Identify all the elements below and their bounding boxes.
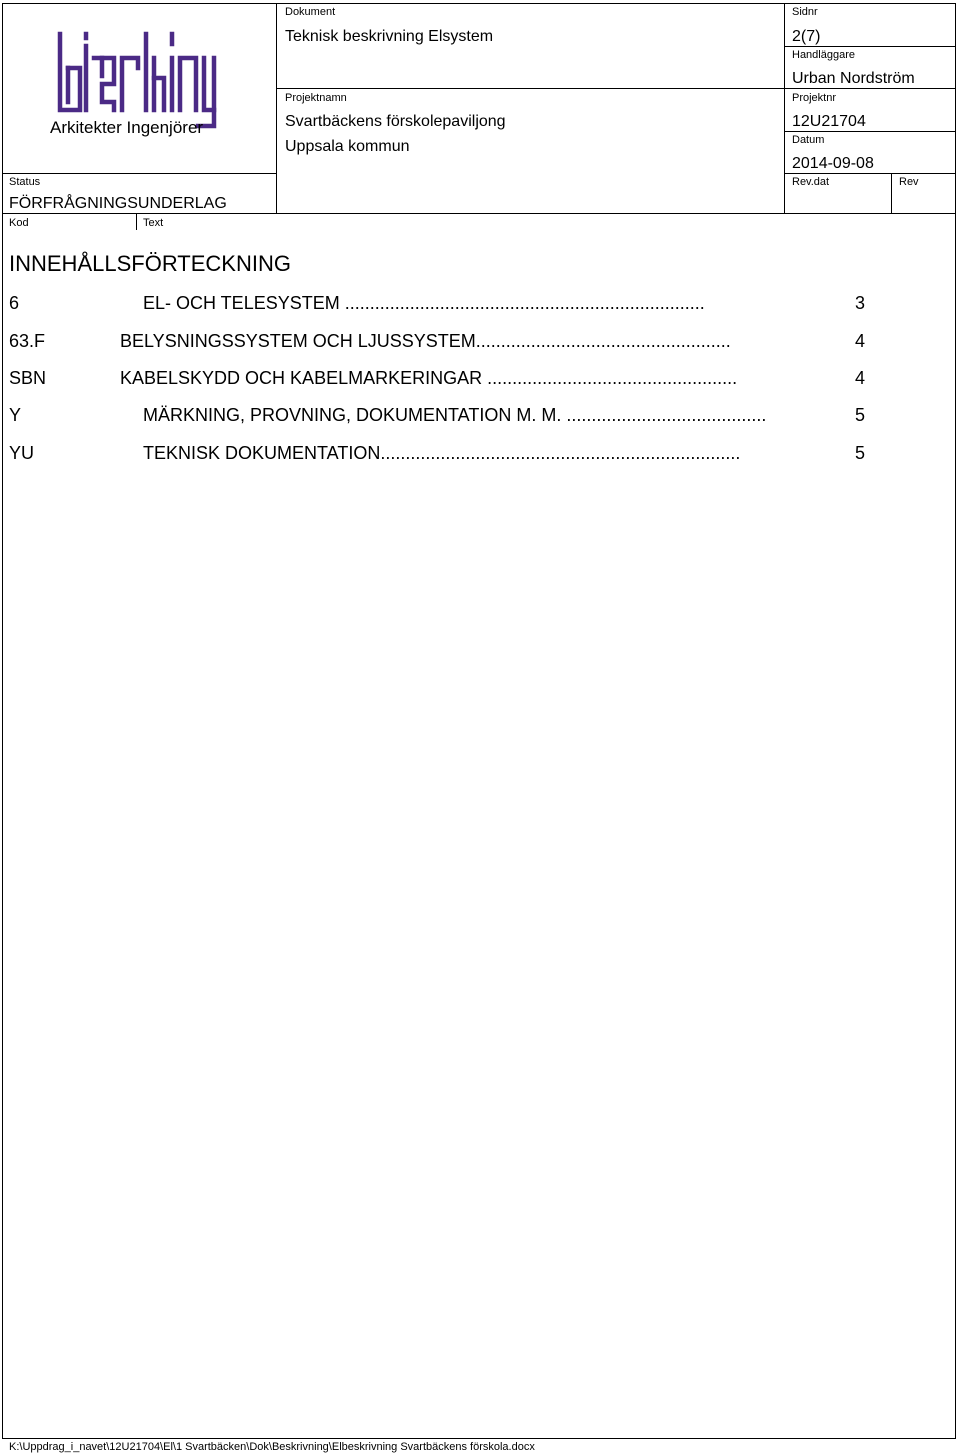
header-divider-left [276, 3, 277, 213]
datum-value: 2014-09-08 [792, 155, 874, 172]
toc-entry-text: TEKNISK DOKUMENTATION........................................................................ [143, 443, 741, 463]
logo-tagline: Arkitekter Ingenjörer [50, 118, 204, 137]
datum-label: Datum [792, 134, 825, 146]
toc-entry-page: 5 [854, 443, 865, 463]
dokument-label: Dokument [285, 6, 336, 18]
handlaggare-divider [784, 88, 956, 89]
rev-label: Rev [899, 176, 919, 188]
handlaggare-label: Handläggare [792, 49, 855, 61]
projektnamn-line2: Uppsala kommun [285, 138, 410, 155]
kod-label: Kod [9, 217, 29, 229]
projektnr-divider [784, 131, 956, 132]
dokument-value: Teknisk beskrivning Elsystem [285, 28, 494, 45]
toc-entry-code: Y [9, 405, 22, 425]
projektnr-value: 12U21704 [792, 113, 866, 130]
kod-text-divider [136, 214, 137, 230]
footer-file-path: K:\Uppdrag_i_navet\12U21704\El\1 Svartbäcken\Dok\Beskrivning\Elbeskrivning Svartbäckens förskola.docx [9, 1441, 535, 1453]
sidnr-divider [784, 46, 956, 47]
toc-entry-page: 5 [854, 405, 865, 425]
toc-entry[interactable] [9, 292, 865, 314]
toc-entry-code: YU [9, 443, 35, 463]
toc-title: INNEHÅLLSFÖRTECKNING [9, 251, 291, 276]
toc-entry-code: 63.F [9, 331, 46, 351]
toc-entry-page: 4 [854, 368, 865, 388]
projektnr-label: Projektnr [792, 92, 837, 104]
status-value: FÖRFRÅGNINGSUNDERLAG [9, 195, 227, 212]
toc-entry[interactable] [9, 404, 865, 426]
toc-entry[interactable] [9, 330, 865, 352]
status-top-line [2, 173, 276, 174]
sidnr-label: Sidnr [792, 6, 818, 18]
toc-entry-text: BELYSNINGSSYSTEM OCH LJUSSYSTEM................................................... [120, 331, 731, 351]
handlaggare-value: Urban Nordström [792, 70, 915, 87]
toc-entry-page: 4 [854, 331, 865, 351]
projektnamn-line1: Svartbäckens förskolepaviljong [285, 113, 506, 130]
header-bottom-line [2, 213, 956, 214]
sidnr-value: 2(7) [792, 28, 821, 45]
toc-entry-text: MÄRKNING, PROVNING, DOKUMENTATION M. M. ........................................ [143, 405, 767, 425]
revdat-label: Rev.dat [792, 176, 830, 188]
toc-entry-page: 3 [854, 293, 865, 313]
dokument-divider [276, 88, 784, 89]
toc-entry[interactable] [9, 367, 865, 389]
toc-entry[interactable] [9, 442, 865, 464]
datum-divider [784, 173, 956, 174]
status-label: Status [9, 176, 41, 188]
header-divider-right [784, 3, 785, 213]
toc-entry-code: SBN [9, 368, 47, 388]
projektnamn-label: Projektnamn [285, 92, 347, 104]
text-label: Text [143, 217, 164, 229]
rev-divider [891, 173, 892, 213]
toc-entry-code: 6 [9, 293, 20, 313]
toc-entry-text: KABELSKYDD OCH KABELMARKERINGAR .................................................. [120, 368, 738, 388]
toc-entry-text: EL- OCH TELESYSTEM ........................................................................ [143, 293, 705, 313]
